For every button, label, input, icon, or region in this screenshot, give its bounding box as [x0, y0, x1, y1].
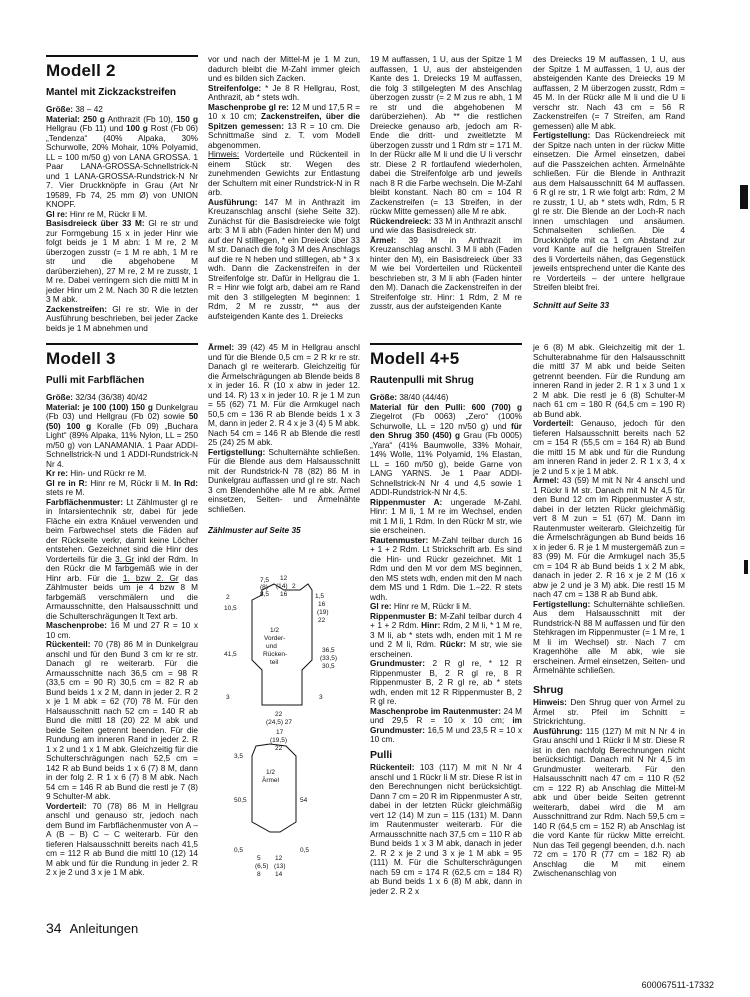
- dim-label: (33,5): [320, 655, 337, 662]
- section-name: Anleitungen: [69, 921, 139, 936]
- modell3-column-2: [208, 343, 360, 536]
- modell45-col3-text: [370, 393, 522, 745]
- dim-label: 8: [257, 871, 261, 878]
- paragraph: Rautenmuster: M-Zahl teilbar durch 16 + 1 + 2 Rdm. Lt Strickschrift arb. Es sind die Hin- und Rückr gezeichnet. Mit 1 Rdm und den M vor dem MS beginnen, den MS stets wdh, enden mit den M nach dem MS und 1 Rdm. Die 1.–22. R stets wdh.: [370, 535, 522, 602]
- dim-label: 7,5: [260, 577, 270, 584]
- dim-label: 30,5: [322, 663, 335, 670]
- dim-label: 2: [292, 583, 296, 590]
- modell2-col2-text: [208, 55, 360, 321]
- side-tab: [744, 560, 748, 574]
- modell3-column-1: [46, 343, 198, 878]
- dim-label: 10,5: [224, 605, 237, 612]
- paragraph: Gl re in R: Hinr re M, Rückr li M. In Rd: stets re M.: [46, 478, 199, 497]
- paragraph: Hinweis: Den Shrug quer von Ärmel zu Ärmel str. Pfeil im Schnitt = Strickrichtung.: [533, 698, 685, 726]
- modell2-column-2: [208, 55, 360, 321]
- paragraph: Basisdreieck über 33 M: Gl re str und zur Formgebung 15 x in jeder Hinr wie folgt beids je 1 M abn: 1 M re, 2 M überzogen zusstr (= 1 M re abh, 1 M re str und die abgehobene M darüberziehen), 27 M re, 2 M re zusstr, 1 M re. Dabei verringern sich die mittl M in jeder Hinr um 2 M. Nach 30 R die letzten 3 M abk.: [46, 219, 198, 304]
- modell2-col4-text: [533, 55, 685, 293]
- paragraph: 19 M auffassen, 1 U, aus der Spitze 1 M auffassen, 1 U, aus der absteigenden Kante des 1. Dreiecks 19 M auffassen, die folg 3 stillgelegten M des Anschlag überzogen zusstr (= 2 M zus re abh, 1 M re str und die abgehobenen M darüberziehen). Ab ** die restlichen Dreiecke genauso arb, jedoch am R-Ende die dritt- und zweitletzte M überzogen zusstr und 1 Rdm str = 171 M. In der Rückr alle M li und die U li verschr str. Diese 2 R fortlaufend wiederholen, dabei die Streifenfolge arb und jeweils nach 8 R die Farbe wechseln. Die M-Zahl bleibt konstant. Nach 80 cm = 104 R Zackenstreifen (= 13 Streifen, in der rückw Mitte gemessen) alle M re abk.: [370, 55, 523, 216]
- modell2-column-1: [46, 55, 198, 333]
- dim-label: 3: [319, 694, 323, 701]
- paragraph: Rippenmuster B: M-Zahl teilbar durch 4 + 1 + 2 Rdm. Hinr: Rdm, 2 M li, * 1 M re, 3 M li, ab * stets wdh, enden mit 1 M re und 2 M li, Rdm. Rückr: M str, wie sie erscheinen.: [370, 611, 523, 659]
- paragraph: Maschenprobe im Rautenmuster: 24 M und 29,5 R = 10 x 10 cm; im Grundmuster: 16,5 M und 23,5 R = 10 x 10 cm.: [370, 706, 523, 744]
- paragraph: je 6 (8) M abk. Gleichzeitig mit der 1. Schulterabnahme für den Halsausschnitt die mittl 37 M abk und beide Seiten getrennt beenden. Für die Rundung am inneren Rand in jeder 2. R 1 x 3 und 1 x 2 M abk. Die restl je 6 (8) Schulter-M nach 61 cm = 180 R (64,5 cm = 190 R) ab Bund abk.: [533, 343, 685, 419]
- modell3-subtitle: Pulli mit Farbflächen: [46, 375, 145, 386]
- front-label-2: Vorder-: [264, 635, 286, 642]
- dim-label: 54: [300, 797, 308, 804]
- dim-label: 41,5: [224, 651, 237, 658]
- dim-label: (14): [276, 583, 288, 590]
- page-number: 34: [46, 920, 62, 936]
- dim-label: 50,5: [234, 797, 247, 804]
- modell45-col4b-text: [533, 698, 685, 879]
- dim-label: 2: [226, 594, 230, 601]
- modell2-subtitle: Mantel mit Zickzackstreifen: [46, 87, 177, 98]
- modell2-column-3: [370, 55, 522, 312]
- modell2-title: Modell 2: [46, 55, 198, 81]
- dim-label: 12: [280, 575, 288, 582]
- modell45-column-3: [370, 343, 522, 896]
- dim-label: 3: [226, 694, 230, 701]
- dim-label: (19,5): [270, 737, 287, 744]
- sleeve-outline: [252, 744, 296, 832]
- dim-label: 8,5: [260, 591, 270, 598]
- paragraph: Vorderteil: 70 (78) 86 M in Hellgrau anschl und genauso str, jedoch nach dem Bund im Farbflächenmuster von A – A (B – B) C – C weiterarb. Für den tieferen Halsausschnitt bereits nach 41,5 cm = 112 R ab Bund die mittl 10 (12) 14 M abk und für die Rundung in jeder 2. R 2 x je 2 und 3 x je 1 M abk.: [46, 801, 198, 877]
- dim-label: 22: [275, 711, 283, 718]
- dim-label: (6,5): [255, 863, 269, 870]
- barcode-number: 600067511-17332: [641, 980, 714, 990]
- modell45-column-4: [533, 343, 685, 879]
- paragraph: Material für den Pulli: 600 (700) g Ziegelrot (Fb 0063) „Zero“ (100% Schurwolle, LL = 120 m/50 g) und für den Shrug 350 (450) g Grau (Fb 0005) „Yara“ (41% Baumwolle, 33% Mohair, 14% Wolle, 11% Polyamid, 1% Elastan, LL = 160 m/50 g), beide Garne von LANG YARNS. Je 1 Paar ADDI-Schnellstrick-N Nr 4 und 4,5 sowie 1 ADDI-Rundstrick-N Nr 4,5.: [370, 402, 522, 497]
- dim-label: 36,5: [322, 647, 335, 654]
- dim-label: 14: [275, 871, 283, 878]
- paragraph: Maschenprobe: 16 M und 27 R = 10 x 10 cm.: [46, 621, 198, 640]
- dim-label: (13): [274, 863, 286, 870]
- paragraph: Streifenfolge: * Je 8 R Hellgrau, Rost, Anthrazit, ab * stets wdh.: [208, 83, 360, 102]
- paragraph: Zackenstreifen: Gl re str. Wie in der Ausführung beschrieben, bei jeder Zacke beids je 1 M abnehmen und: [46, 304, 198, 333]
- dim-label: 16: [280, 591, 288, 598]
- paragraph: Hinweis: Vorderteile und Rückenteil in einem Stück str. Wegen des zunehmenden Gewichts zur Entlastung der Schultern mit einer Rundstrick-N in R arb.: [208, 150, 360, 197]
- modell3-note: Zählmuster auf Seite 35: [208, 526, 301, 535]
- page-footer: [46, 920, 138, 936]
- sleeve-label-1: 1/2: [266, 769, 276, 776]
- dim-label: 16: [318, 601, 326, 608]
- paragraph: Grundmuster: 2 R gl re, * 12 R Rippenmuster B, 2 R gl re, 8 R Rippenmuster B, 2 R gl re, ab * stets wdh, enden mit 12 R Rippenmuster B, 2 R gl re.: [370, 659, 522, 706]
- paragraph: Rippenmuster A: ungerade M-Zahl. Hinr: 1 M li, 1 M re im Wechsel, enden mit 1 M li, 1 Rdm. In den Rückr M str, wie sie erscheinen.: [370, 497, 522, 535]
- dim-label: (8): [260, 584, 268, 591]
- paragraph: Vorderteil: Genauso, jedoch für den tieferen Halsausschnitt bereits nach 52 cm = 154 R (55,5 cm = 164 R) ab Bund die mittl 15 M abk und für die Rundung am inneren Rand in jeder 2. R 1 x 3, 4 x je 2 und 5 x je 1 M abk.: [533, 419, 685, 476]
- schnitt-schematic: [222, 570, 352, 890]
- paragraph: Maschenprobe gl re: 12 M und 17,5 R = 10 x 10 cm; Zackenstreifen, über die Spitzen gemessen: 13 R = 10 cm. Die Schnittmaße sind z. T. vom Modell abgenommen.: [208, 102, 361, 150]
- paragraph: Material: 250 g Anthrazit (Fb 10), 150 g Hellgrau (Fb 11) und 100 g Rost (Fb 06) „Tendenza“ (40% Alpaka, 30% Schurwolle, 20% Mohair, 10% Polyamid, LL = 100 m/50 g) von LANA GROSSA. 1 Paar LANA-GROSSA-Schnellstrick-N und 1 LANA-GROSSA-Rundstrick-N Nr 7. Vier Druckknöpfe in Grau (Art Nr 19589, Fb 74, 25 mm Ø) von UNION KNOPF.: [46, 114, 198, 209]
- pulli-heading: Pulli: [370, 748, 393, 761]
- dim-label: (24,5) 27: [266, 719, 293, 726]
- modell45-title: Modell 4+5: [370, 343, 522, 369]
- front-label-5: teil: [270, 659, 279, 666]
- front-back-outline: [252, 584, 312, 705]
- dim-label: 5: [257, 855, 261, 862]
- paragraph: Gl re: Hinr re M, Rückr li M.: [370, 602, 472, 611]
- modell45-col4-text: [533, 343, 685, 676]
- paragraph: Kr re: Hin- und Rückr re M.: [46, 469, 147, 478]
- paragraph: Gl re: Hinr re M, Rückr li M.: [46, 209, 148, 219]
- dim-label: (19): [317, 609, 329, 616]
- paragraph: Größe: 38 – 42: [46, 105, 103, 114]
- paragraph: Ausführung: 115 (127) M mit N Nr 4 in Grau anschl und 1 Rückr li M str. Diese R ist in den nachfolg Berechnungen nicht berücksichtigt. Danach mit N Nr 4,5 im Grundmuster weiterarb. Für den Halsausschnitt nach 47 cm = 110 R (52 cm = 122 R) ab Anschlag die Mittel-M abk und über beide Seiten getrennt weiterarb, dabei wird die M am Ausschnittrand zur Rdm. Nach 59,5 cm = 140 R (64,5 cm = 152 R) ab Anschlag ist die vord Kante für rückw Mitte erreicht. Nun das Teil gegengl beenden, d.h. nach 72 cm = 170 R (77 cm = 182 R) ab Anschlag die M mit einem Zwischenanschlag von: [533, 726, 685, 878]
- paragraph: Ärmel: 43 (59) M mit N Nr 4 anschl und 1 Rückr li M str. Danach mit N Nr 4,5 für den Bund 12 cm im Rippenmuster A str, dabei in der letzten Rückr gleichmäßig vert 8 M zun = 51 (67) M. Dann im Rautenmuster weiterarb. Gleichzeitig für die Ärmelschrägungen ab Bund beids 16 x in jeder 6. R je 1 M mustergemäß zun = 83 (99) M. Für die Armkugel nach 35,5 cm = 104 R ab Bund beids 1 x 2 M abk, danach in jeder 2. R 16 x je 2 M (16 x abw je 2 und je 3 M) abk. Die restl 15 M nach 47 cm = 138 R ab Bund abk.: [533, 476, 685, 599]
- modell3-title: Modell 3: [46, 343, 198, 369]
- dim-label: 0,5: [234, 847, 244, 854]
- modell45-col3b-text: [370, 763, 522, 896]
- dim-label: 22: [318, 617, 326, 624]
- paragraph: Material: je 100 (100) 150 g Dunkelgrau (Fb 03) und Hellgrau (Fb 02) sowie 50 (50) 100 g Koralle (Fb 09) „Buchara Light“ (89% Alpaka, 11% Nylon, LL = 250 m/50 g) von LANAMANIA. 1 Paar ADDI-Schnellstrick-N und 1 ADDI-Rundstrick-N Nr 4.: [46, 402, 199, 469]
- dim-label: 1,5: [315, 593, 325, 600]
- paragraph: Fertigstellung: Das Rückendreieck mit der Spitze nach unten in der rückw Mitte einsetzen. Die Ärmel einsetzen, dabei auf die Passzeichen achten. Ärmelnähte schließen. Für die Blende in Anthrazit aus dem Halsausschnitt 64 M auffassen. 6 R gl re str, 1 R wie folgt arb: Rdm, 2 M re zusstr, 1 U, ab * stets wdh, Rdm, 5 R gl re str. Die Blende an der Loch-R nach innen umschlagen und ansäumen. Schmalseiten schließen. Die 4 Druckknöpfe mit ca 1 cm Abstand zur vord Kante auf die hellgrauen Streifen des li Vorderteils nähen, das Gegenstück jeweils entsprechend unter die Kante des re Vorderteils – der untere hellgraue Streifen bleibt frei.: [533, 131, 685, 292]
- modell2-col1-text: [46, 105, 198, 333]
- dim-label: 0,5: [300, 847, 310, 854]
- modell2-note: Schnitt auf Seite 33: [533, 300, 610, 310]
- modell2-col3-text: [370, 55, 522, 312]
- sleeve-label-2: Ärmel: [262, 777, 279, 784]
- modell2-column-4: [533, 55, 685, 310]
- dim-label: 12: [275, 855, 283, 862]
- shrug-heading: Shrug: [533, 683, 564, 696]
- front-label-3: und: [266, 643, 277, 650]
- paragraph: Farbflächenmuster: Lt Zählmuster gl re in Intarsientechnik str, dabei für jede Fläche ein extra Knäuel verwenden und beim Farbwechsel stets die Fäden auf der Rückseite verkr, damit keine Löcher entstehen. Gezeichnet sind die Hinr des Vorderteils für die 3. Gr inkl der Rdm. In den Rückr die M farbgemäß wie in der Hinr arb. Für die 1. bzw 2. Gr das Zählmuster beids um je 4 bzw 8 M farbgemäß verschmälern und die Armausschnitte, den Halsausschnitt und die Schulterschrägungen lt Text arb.: [46, 497, 198, 621]
- paragraph: Größe: 32/34 (36/38) 40/42: [46, 393, 148, 402]
- paragraph: Größe: 38/40 (44/46): [370, 393, 449, 402]
- paragraph: Ausführung: 147 M in Anthrazit im Kreuzanschlag anschl (siehe Seite 32). Zunächst für die Basisdreiecke wie folgt arb: 3 M li abh (Faden hinter den M) und auf der N stilllegen, * ein Dreieck über 33 M str. Danach die folg 3 M des Anschlags auf die re N heben und stilllegen, ab * 3 x wdh. Dann die Zackenstreifen in der Streifenfolge str. Dafür in Hellgrau die 1. R = Hinr wie folgt arb, dabei am re Rand mit den 3 stillgelegten M beginnen: 1 Rdm, 2 M re zusstr, ** aus der aufsteigenden Kante des 1. Dreiecks: [208, 197, 360, 321]
- paragraph: vor und nach der Mittel-M je 1 M zun, dadurch bleibt die M-Zahl immer gleich und es bilden sich Zacken.: [208, 55, 360, 83]
- paragraph: Ärmel: 39 M in Anthrazit im Kreuzanschlag anschl. 3 M li abh (Faden hinter den M), ein Basisdreieck über 33 M wie bei Vorderteilen und Rückenteil beschrieben str, 3 M li abh (Faden hinter den M). Danach die Zackenstreifen in der Streifenfolge str. Hinr: 1 Rdm, 2 M re zusstr, aus der aufsteigenden Kante: [370, 235, 522, 311]
- paragraph: des Dreiecks 19 M auffassen, 1 U, aus der Spitze 1 M auffassen, 1 U, aus der absteigenden Kante des Dreiecks 19 M auffassen, 2 M überzogen zusstr, Rdm = 45 M. In der Rückr alle M li und die U li verschr str. Nach 43 cm = 56 R Zackenstreifen (= 7 Streifen, am Rand gemessen) alle M abk.: [533, 55, 685, 131]
- paragraph: Rückenteil: 103 (117) M mit N Nr 4 anschl und 1 Rückr li M str. Diese R ist in den Berechnungen nicht berücksichtigt. Dann 7 cm = 20 R im Rippenmuster A str, dabei in der letzten Rückr gleichmäßig vert 12 (14) M zun = 115 (131) M. Dann im Rautenmuster weiterarb. Für die Armausschnitte nach 37,5 cm = 110 R ab Bund beids 1 x 3 M abk, danach in jeder 2. R 2 x je 2 und 3 x je 1 M abk = 95 (111) M. Für die Schulterschrägungen nach 59 cm = 174 R (62,5 cm = 184 R) ab Bund beids 1 x 6 (8) M abk, dann in jeder 2. R 2 x: [370, 763, 522, 896]
- side-tab: [740, 185, 748, 209]
- modell3-col2-text: [208, 343, 360, 514]
- paragraph: Rückendreieck: 33 M in Anthrazit anschl und wie das Basisdreieck str.: [370, 216, 522, 235]
- front-label-4: Rücken-: [263, 651, 288, 658]
- dim-label: 3,5: [234, 753, 244, 760]
- dim-label: 17: [276, 729, 284, 736]
- front-label-1: 1/2: [270, 627, 280, 634]
- paragraph: Fertigstellung: Schulternähte schließen. Aus dem Halsausschnitt mit der Rundstrick-N 88 M auffassen und für den Stehkragen im Rippenmuster (= 1 M re, 1 M li im Wechsel) str. Nach 7 cm Kragenhöhe alle M abk, wie sie erscheinen. Ärmel einsetzen, Seiten- und Ärmelnähte schließen.: [533, 599, 685, 675]
- dim-label: 22: [275, 745, 283, 752]
- paragraph: Rückenteil: 70 (78) 86 M in Dunkelgrau anschl und für den Bund 3 cm kr re str. Danach gl re weiterarb. Für die Armausschnitte nach 36,5 cm = 98 R (33,5 cm = 90 R) 30,5 cm = 82 R ab Bund beids 1 x 2 M, dann in jeder 2. R 2 x je 1 M abk = 62 (70) 78 M. Für den Halsausschnitt nach 52 cm = 140 R ab Bund die mittl 18 (20) 22 M abk und beide Seiten getrennt beenden. Für die Rundung am inneren Rand in jeder 2. R 1 x 2 und 1 x 1 M abk. Gleichzeitig für die Schulterschrägungen nach 52,5 cm = 142 R ab Bund beids 1 x 6 (7) 8 M, dann in der folg 2. R 1 x 6 (7) 8 M abk. Nach 54 cm = 146 R ab Bund die restl je 7 (8) 9 Schulter-M abk.: [46, 640, 198, 801]
- paragraph: Ärmel: 39 (42) 45 M in Hellgrau anschl und für die Blende 0,5 cm = 2 R kr re str. Danach gl re weiterarb. Gleichzeitig für die Ärmelschrägungen ab Blende beids 8 x in jeder 16. R (10 x abw in jeder 12. und 14. R) 13 x in jeder 10. R je 1 M zun = 55 (62) 71 M. Für die Armkugel nach 50,5 cm = 136 R ab Blende beids 1 x 3 M, dann in jeder 2. R 4 x je 3 (4) 5 M abk. Nach 54 cm = 146 R ab Blende die restl 25 (24) 25 M abk.: [208, 343, 360, 447]
- modell45-subtitle: Rautenpulli mit Shrug: [370, 375, 474, 386]
- paragraph: Fertigstellung: Schulternähte schließen. Für die Blende aus dem Halsausschnitt mit der Rundstrick-N 78 (82) 86 M in Dunkelgrau auffassen und gl re str. Nach 3 cm Blendenhöhe alle M re abk. Ärmel einsetzen, Seiten- und Ärmelnähte schließen.: [208, 447, 360, 514]
- modell3-col1-text: [46, 393, 198, 878]
